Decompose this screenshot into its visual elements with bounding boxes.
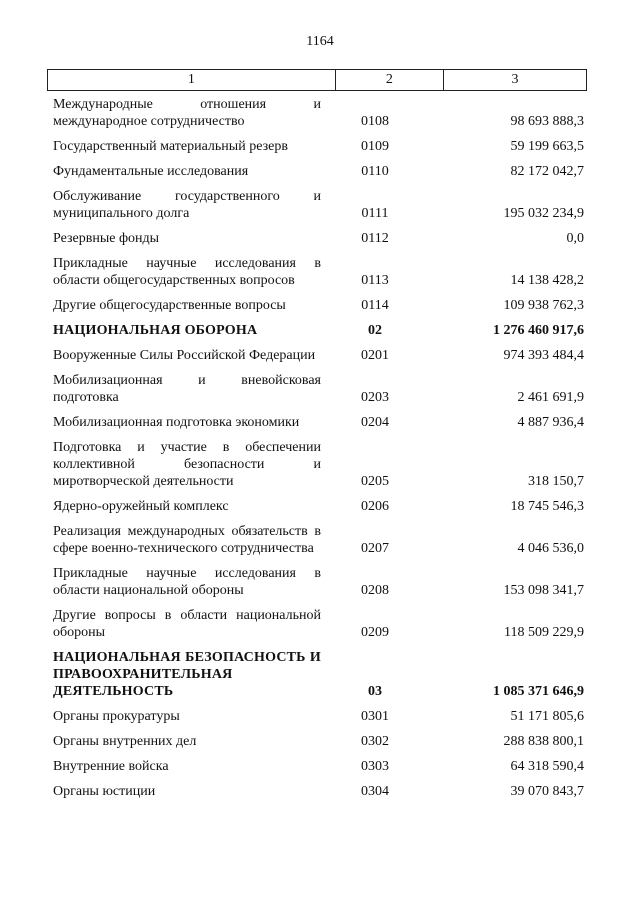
section-row bbox=[53, 649, 585, 700]
table-row bbox=[53, 138, 585, 155]
column-header-table bbox=[47, 69, 587, 91]
row-amount: 109 938 762,3 bbox=[503, 298, 584, 313]
row-name: Другие общегосударственные вопросы bbox=[53, 298, 286, 313]
table-row bbox=[53, 414, 585, 431]
row-name: Международные отношения и международное сотрудничество bbox=[53, 97, 321, 129]
row-amount: 4 887 936,4 bbox=[517, 415, 584, 430]
row-name: Органы прокуратуры bbox=[53, 709, 180, 724]
page-number: 1164 bbox=[306, 34, 334, 49]
row-amount: 39 070 843,7 bbox=[510, 784, 584, 799]
table-row bbox=[53, 783, 585, 800]
row-code: 03 bbox=[368, 684, 382, 699]
row-name: Ядерно-оружейный комплекс bbox=[53, 499, 229, 514]
table-row bbox=[53, 188, 585, 222]
table-row bbox=[53, 347, 585, 364]
row-name: Резервные фонды bbox=[53, 231, 160, 246]
column-header-1: 1 bbox=[48, 70, 336, 91]
table-row bbox=[53, 439, 585, 490]
table-row bbox=[53, 523, 585, 557]
row-name: Другие вопросы в области национальной обороны bbox=[53, 608, 321, 640]
row-name: Органы юстиции bbox=[53, 784, 156, 799]
table-row bbox=[53, 607, 585, 641]
row-amount: 2 461 691,9 bbox=[517, 390, 584, 405]
column-header-2: 2 bbox=[335, 70, 443, 91]
table-row bbox=[53, 255, 585, 289]
row-name: Органы внутренних дел bbox=[53, 734, 197, 749]
row-amount: 195 032 234,9 bbox=[503, 206, 584, 221]
row-name: НАЦИОНАЛЬНАЯ БЕЗОПАСНОСТЬ И ПРАВООХРАНИТЕЛЬНАЯ ДЕЯТЕЛЬНОСТЬ bbox=[53, 650, 321, 699]
row-code: 0206 bbox=[361, 499, 389, 514]
table-row bbox=[53, 230, 585, 247]
row-name: Обслуживание государственного и муниципального долга bbox=[53, 189, 321, 221]
row-code: 0301 bbox=[361, 709, 389, 724]
row-code: 0110 bbox=[361, 164, 389, 179]
row-name: НАЦИОНАЛЬНАЯ ОБОРОНА bbox=[53, 323, 258, 338]
column-header-row bbox=[48, 70, 587, 91]
row-amount: 4 046 536,0 bbox=[517, 541, 584, 556]
row-amount: 974 393 484,4 bbox=[503, 348, 584, 363]
row-amount: 318 150,7 bbox=[528, 474, 584, 489]
row-name: Подготовка и участие в обеспечении коллективной безопасности и миротворческой деятельности bbox=[53, 440, 321, 489]
row-name: Внутренние войска bbox=[53, 759, 169, 774]
row-amount: 98 693 888,3 bbox=[510, 114, 584, 129]
row-name: Мобилизационная и вневойсковая подготовка bbox=[53, 373, 321, 405]
row-amount: 118 509 229,9 bbox=[504, 625, 584, 640]
row-code: 0303 bbox=[361, 759, 389, 774]
table-row bbox=[53, 708, 585, 725]
row-code: 02 bbox=[368, 323, 382, 338]
table-row bbox=[53, 758, 585, 775]
table-row bbox=[53, 733, 585, 750]
table-row bbox=[53, 372, 585, 406]
row-amount: 51 171 805,6 bbox=[510, 709, 584, 724]
table-row bbox=[53, 498, 585, 515]
row-code: 0113 bbox=[361, 273, 389, 288]
row-amount: 82 172 042,7 bbox=[510, 164, 584, 179]
table-row bbox=[53, 297, 585, 314]
row-code: 0108 bbox=[361, 114, 389, 129]
row-code: 0204 bbox=[361, 415, 389, 430]
budget-table-body bbox=[53, 96, 585, 808]
row-code: 0111 bbox=[361, 206, 389, 221]
row-name: Реализация международных обязательств в сфере военно-технического сотрудничества bbox=[53, 524, 321, 556]
row-code: 0201 bbox=[361, 348, 389, 363]
row-name: Вооруженные Силы Российской Федерации bbox=[53, 348, 316, 363]
row-amount: 0,0 bbox=[566, 231, 584, 246]
row-name: Фундаментальные исследования bbox=[53, 164, 249, 179]
row-amount: 14 138 428,2 bbox=[510, 273, 584, 288]
row-code: 0205 bbox=[361, 474, 389, 489]
row-amount: 1 085 371 646,9 bbox=[493, 684, 584, 699]
row-code: 0112 bbox=[361, 231, 389, 246]
table-row bbox=[53, 565, 585, 599]
row-amount: 18 745 546,3 bbox=[510, 499, 584, 514]
row-amount: 59 199 663,5 bbox=[510, 139, 584, 154]
table-row bbox=[53, 96, 585, 130]
row-amount: 64 318 590,4 bbox=[510, 759, 584, 774]
row-name: Прикладные научные исследования в области общегосударственных вопросов bbox=[53, 256, 321, 288]
row-code: 0208 bbox=[361, 583, 389, 598]
row-amount: 1 276 460 917,6 bbox=[493, 323, 584, 338]
row-name: Государственный материальный резерв bbox=[53, 139, 288, 154]
row-code: 0302 bbox=[361, 734, 389, 749]
row-amount: 288 838 800,1 bbox=[503, 734, 584, 749]
row-name: Мобилизационная подготовка экономики bbox=[53, 415, 300, 430]
column-header-3: 3 bbox=[444, 70, 587, 91]
row-code: 0109 bbox=[361, 139, 389, 154]
row-name: Прикладные научные исследования в области национальной обороны bbox=[53, 566, 321, 598]
section-row bbox=[53, 322, 585, 339]
table-row bbox=[53, 163, 585, 180]
row-code: 0304 bbox=[361, 784, 389, 799]
row-code: 0114 bbox=[361, 298, 389, 313]
row-code: 0209 bbox=[361, 625, 389, 640]
row-code: 0203 bbox=[361, 390, 389, 405]
row-code: 0207 bbox=[361, 541, 389, 556]
row-amount: 153 098 341,7 bbox=[503, 583, 584, 598]
